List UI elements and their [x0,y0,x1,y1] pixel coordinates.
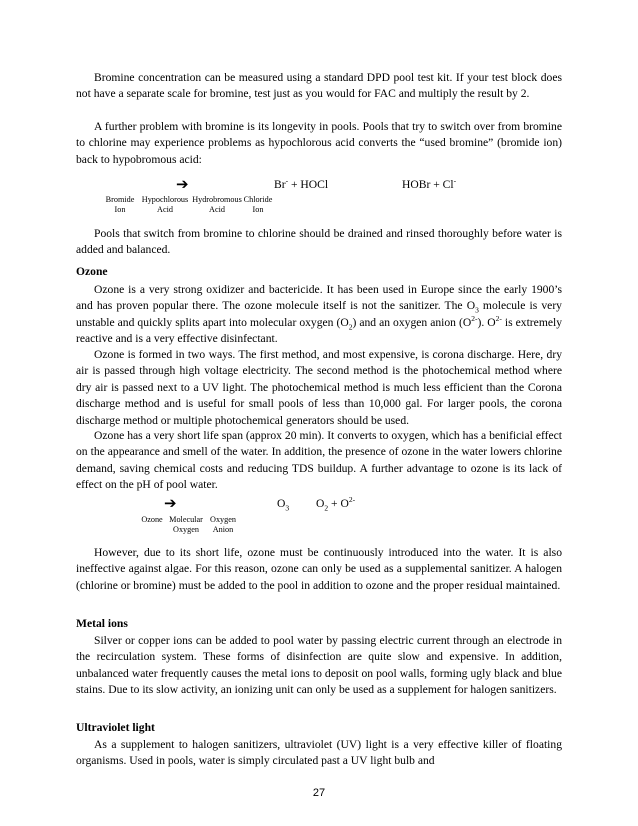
equation-products: HOBr + Cl- [402,176,457,191]
page-number: 27 [312,787,326,799]
label-chloride-ion: Chloride Ion [243,195,273,214]
heading-ozone: Ozone [76,265,108,278]
reaction-arrow-icon: ➔ [164,494,177,512]
label-bromide-ion: Bromide Ion [105,195,135,214]
label-hydrobromous-acid: Hydrobromous Acid [192,195,242,214]
label-ozone: Ozone [141,515,163,524]
paragraph-ultraviolet: As a supplement to halogen sanitizers, ultraviolet (UV) light is a very effective killer of floating organisms. Used in pools, water is simply circulated past a UV light bulb and [76,738,562,768]
equation-oxygen-products: $O_2 + O^{2-}$ [316,495,356,513]
paragraph-ozone-lifespan: Ozone has a very short life span (approx 20 min). It converts to oxygen, which has a benificial effect on the appearance and smell of the water. In addition, the presence of ozone in the water lowers chlorine demand, saving chemical costs and reducing TDS buildup. A further advantage to ozone is its lack of effect on the pH of pool water. [76,429,562,492]
equation-reactants: Br- + HOCl [274,176,329,191]
label-hypochlorous-acid: Hypochlorous Acid [141,195,189,214]
equation-ozone: $O_3$ [277,497,290,513]
reaction-arrow-icon: ➔ [176,175,189,193]
paragraph-ozone-intro: Ozone is a very strong oxidizer and bactericide. It has been used in Europe since the early 1900’s and has proven popular there. The ozone molecule itself is not the sanitizer. The $O_3$ molecule is very unstable and quickly splits apart into molecular oxygen $(O_2)$ and an oxygen anion $(O^{2-})$. $O^{2-}$ is extremely reactive and is a very effective disinfectant. [76,283,562,346]
paragraph-bromine-longevity: A further problem with bromine is its longevity in pools. Pools that try to switch over from bromine to chlorine may experience problems as hypochlorous acid converts the “used bromine” (bromide ion) back to hypobromous acid: [76,120,562,166]
paragraph-bromine-dpd: Bromine concentration can be measured using a standard DPD pool test kit. If your test block does not have a separate scale for bromine, test just as you would for FAC and multiply the result by 2. [76,71,562,101]
heading-metal-ions: Metal ions [76,617,128,630]
paragraph-bromine-switch: Pools that switch from bromine to chlorine should be drained and rinsed thoroughly before water is added and balanced. [76,227,562,257]
paragraph-ozone-supplement: However, due to its short life, ozone must be continuously introduced into the water. It is also ineffective against algae. For this reason, ozone can only be used as a supplemental sanitizer. A halogen (chlorine or bromine) must be added to the pool in addition to ozone and the proper residual maintained. [76,546,562,592]
paragraph-ozone-forming: Ozone is formed in two ways. The first method, and most expensive, is corona discharge. Here, dry air is passed through high voltage electricity. The second method is the photochemical method where dry air is passed next to a UV light. The photochemical method is much less efficient than the Corona discharge method and is useful for small pools of less than 10,000 gal. For larger pools, the corona discharge method or multiple photochemical generators should be used. [76,348,562,427]
label-oxygen-anion: Oxygen Anion [210,515,236,534]
paragraph-metal-ions: Silver or copper ions can be added to pool water by passing electric current through an electrode in the recirculation system. These forms of disinfection are quite slow and expensive. In addition, unbalanced water frequently causes the metal ions to deposit on pool walls, forming ugly black and blue stains. Due to its slow activity, an ionizing unit can only be used as a supplement for halogen sanitizers. [76,634,562,697]
heading-ultraviolet: Ultraviolet light [76,721,155,734]
label-molecular-oxygen: Molecular Oxygen [169,515,203,534]
